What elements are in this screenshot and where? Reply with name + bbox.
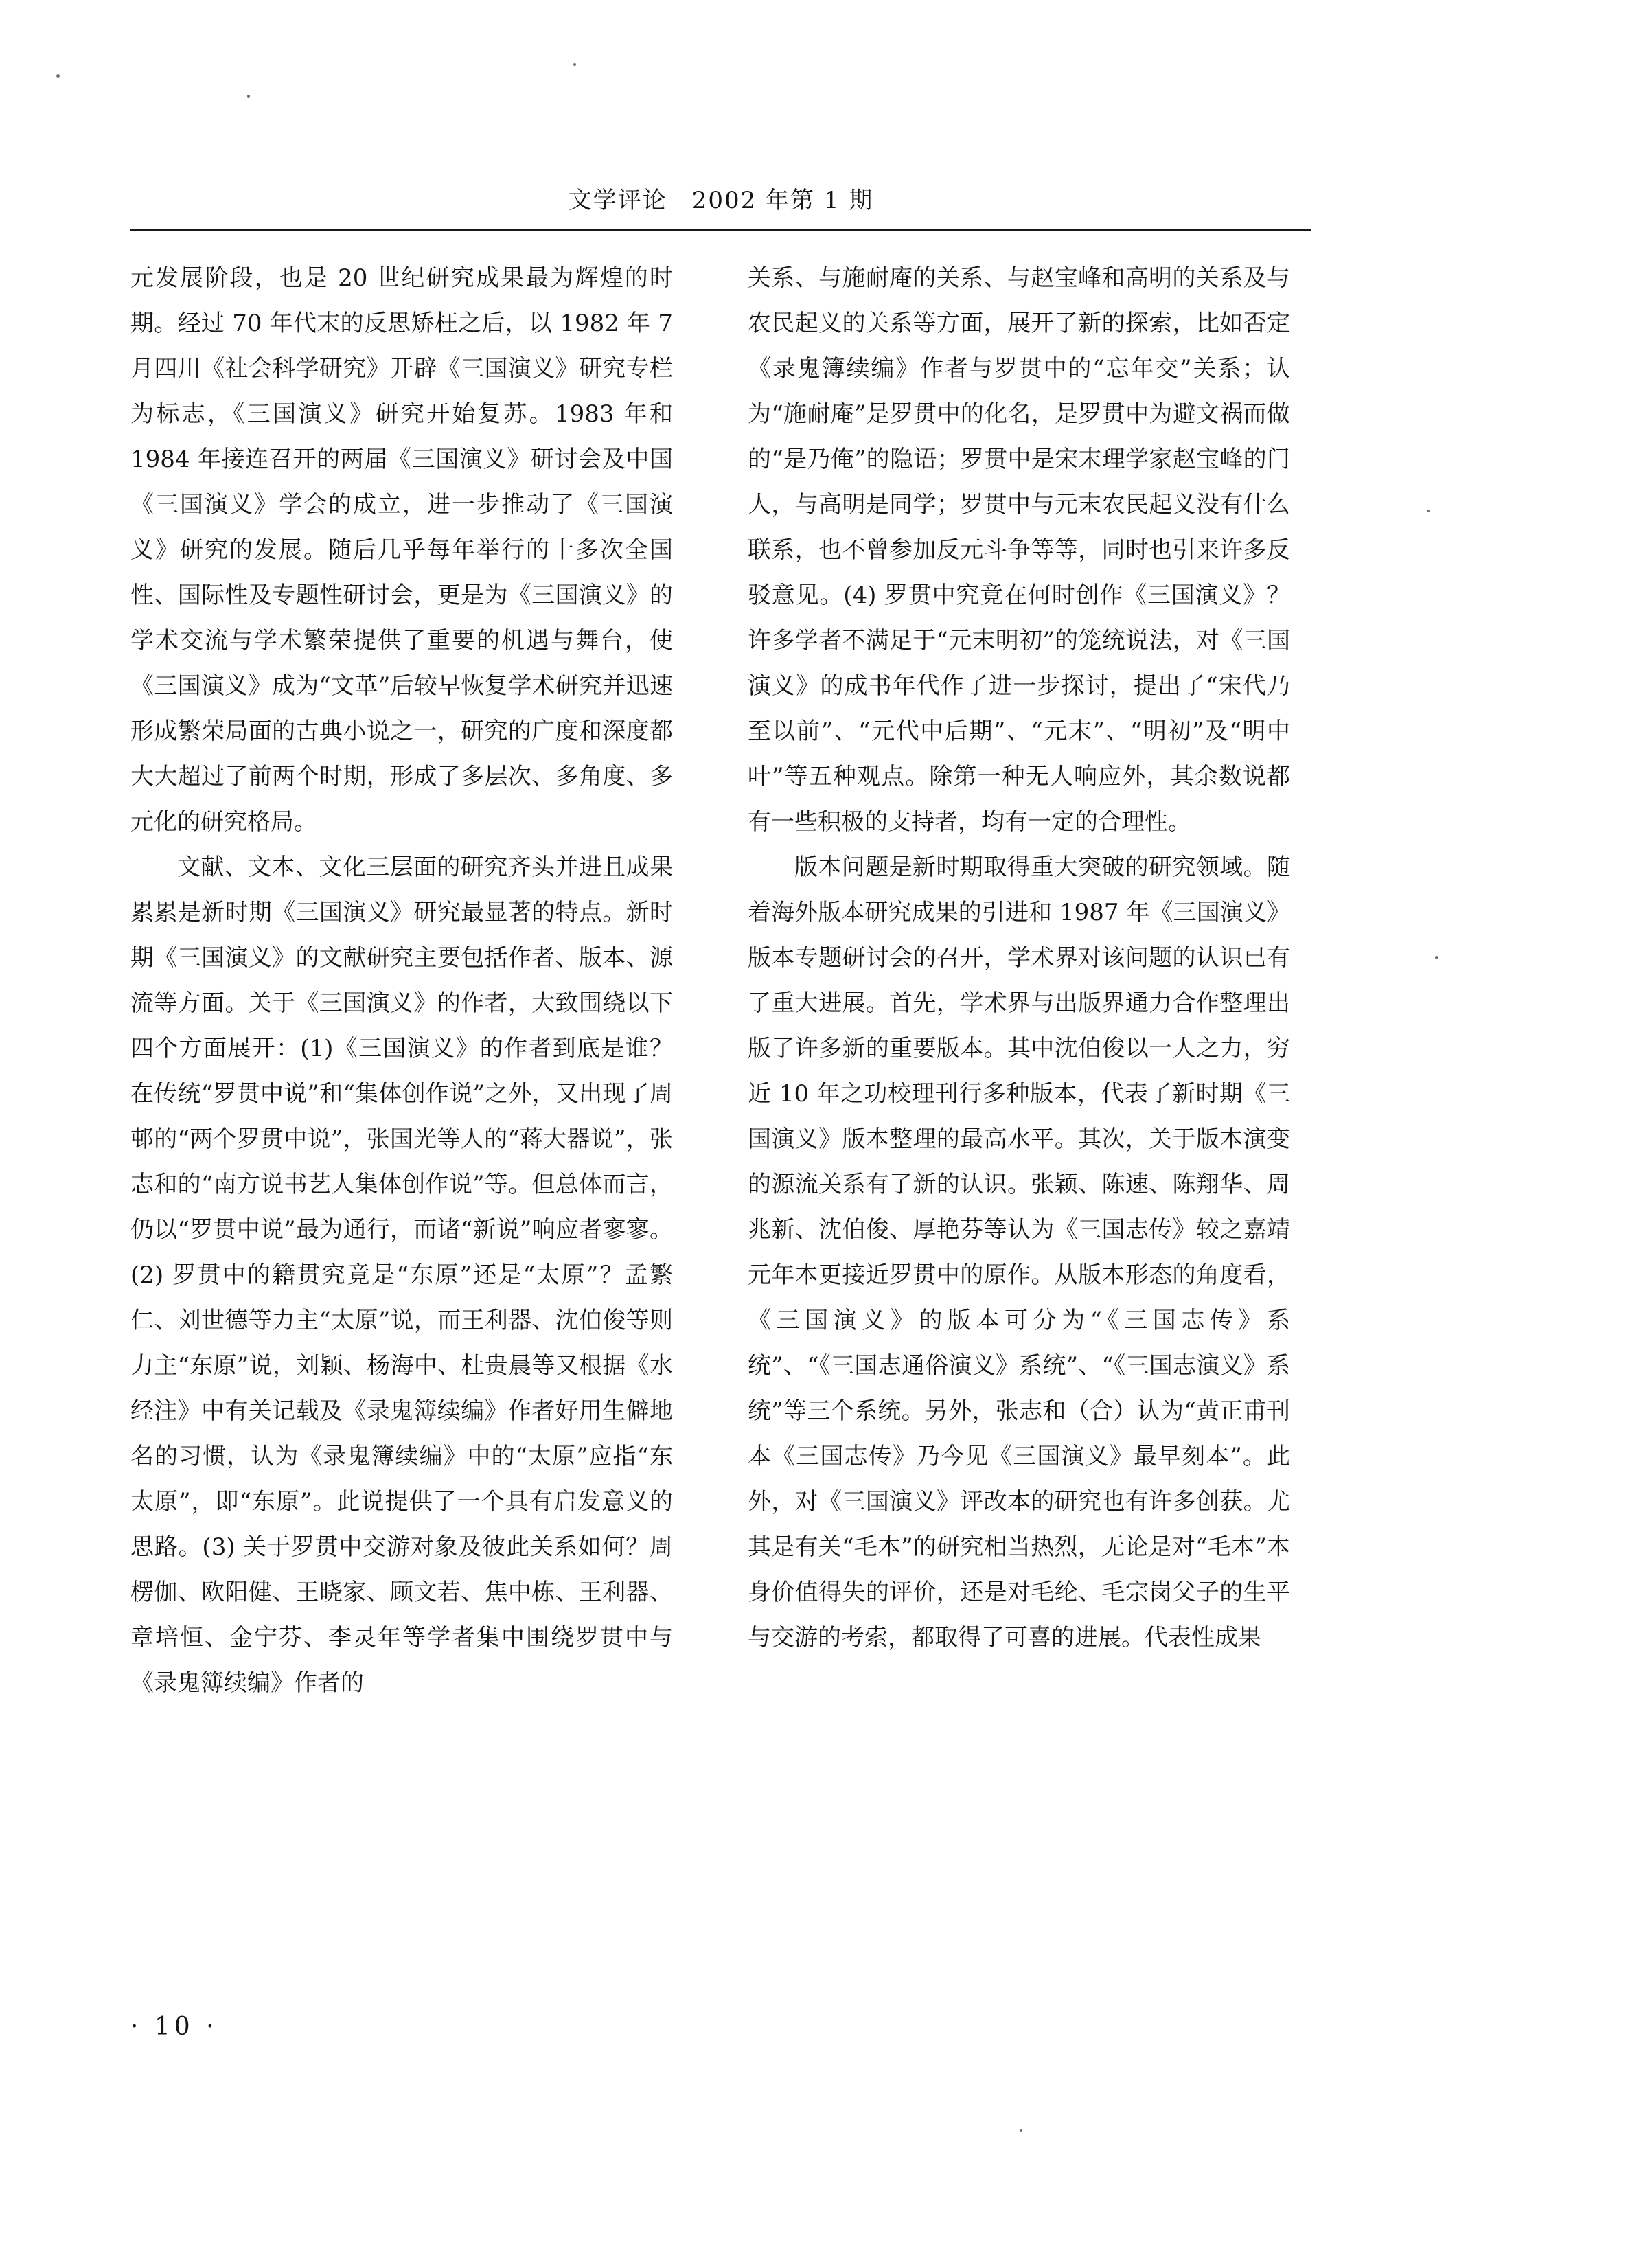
left-column — [130, 255, 673, 1706]
scan-speck — [1435, 956, 1438, 959]
scan-speck — [247, 95, 250, 98]
scan-speck — [56, 74, 60, 78]
scan-speck — [1427, 510, 1430, 512]
right-column — [748, 255, 1290, 1660]
left-paragraph-2: 文献、文本、文化三层面的研究齐头并进且成果累累是新时期《三国演义》研究最显著的特点。新时期《三国演义》的文献研究主要包括作者、版本、源流等方面。关于《三国演义》的作者，大致围绕以下四个方面展开：(1)《三国演义》的作者到底是谁？在传统“罗贯中说”和“集体创作说”之外，又出现了周邨的“两个罗贯中说”，张国光等人的“蒋大器说”，张志和的“南方说书艺人集体创作说”等。但总体而言，仍以“罗贯中说”最为通行，而诸“新说”响应者寥寥。(2) 罗贯中的籍贯究竟是“东原”还是“太原”？孟繁仁、刘世德等力主“太原”说，而王利器、沈伯俊等则力主“东原”说，刘颖、杨海中、杜贵晨等又根据《水经注》中有关记载及《录鬼簿续编》作者好用生僻地名的习惯，认为《录鬼簿续编》中的“太原”应指“东太原”，即“东原”。此说提供了一个具有启发意义的思路。(3) 关于罗贯中交游对象及彼此关系如何？周楞伽、欧阳健、王晓家、顾文若、焦中栋、王利器、章培恒、金宁芬、李灵年等学者集中围绕罗贯中与《录鬼簿续编》作者的 — [130, 854, 673, 1697]
right-paragraph-2: 版本问题是新时期取得重大突破的研究领域。随着海外版本研究成果的引进和 1987 年《三国演义》版本专题研讨会的召开，学术界对该问题的认识已有了重大进展。首先，学术界与出版界通力合作整理出版了许多新的重要版本。其中沈伯俊以一人之力，穷近 10 年之功校理刊行多种版本，代表了新时期《三国演义》版本整理的最高水平。其次，关于版本演变的源流关系有了新的认识。张颖、陈速、陈翔华、周兆新、沈伯俊、厚艳芬等认为《三国志传》较之嘉靖元年本更接近罗贯中的原作。从版本形态的角度看，《三国演义》的版本可分为“《三国志传》系统”、“《三国志通俗演义》系统”、“《三国志演义》系统”等三个系统。另外，张志和（合）认为“黄正甫刊本《三国志传》乃今见《三国演义》最早刻本”。此外，对《三国演义》评改本的研究也有许多创获。尤其是有关“毛本”的研究相当热烈，无论是对“毛本”本身价值得失的评价，还是对毛纶、毛宗岗父子的生平与交游的考索，都取得了可喜的进展。代表性成果 — [748, 854, 1290, 1651]
header-rule — [130, 229, 1311, 231]
scan-speck — [1020, 2129, 1022, 2132]
page-number: · 10 · — [130, 2013, 218, 2041]
right-paragraph-1: 关系、与施耐庵的关系、与赵宝峰和高明的关系及与农民起义的关系等方面，展开了新的探索，比如否定《录鬼簿续编》作者与罗贯中的“忘年交”关系；认为“施耐庵”是罗贯中的化名，是罗贯中为避文祸而做的“是乃俺”的隐语；罗贯中是宋末理学家赵宝峰的门人，与高明是同学；罗贯中与元末农民起义没有什么联系，也不曾参加反元斗争等等，同时也引来许多反驳意见。(4) 罗贯中究竟在何时创作《三国演义》？许多学者不满足于“元末明初”的笼统说法，对《三国演义》的成书年代作了进一步探讨，提出了“宋代乃至以前”、“元代中后期”、“元末”、“明初”及“明中叶”等五种观点。除第一种无人响应外，其余数说都有一些积极的支持者，均有一定的合理性。 — [748, 264, 1290, 836]
scan-speck — [573, 63, 576, 66]
running-header: 文学评论 2002 年第 1 期 — [568, 187, 874, 214]
left-paragraph-1: 元发展阶段，也是 20 世纪研究成果最为辉煌的时期。经过 70 年代末的反思矫枉之后，以 1982 年 7 月四川《社会科学研究》开辟《三国演义》研究专栏为标志，《三国演义》研究开始复苏。1983 年和 1984 年接连召开的两届《三国演义》研讨会及中国《三国演义》学会的成立，进一步推动了《三国演义》研究的发展。随后几乎每年举行的十多次全国性、国际性及专题性研讨会，更是为《三国演义》的学术交流与学术繁荣提供了重要的机遇与舞台，使《三国演义》成为“文革”后较早恢复学术研究并迅速形成繁荣局面的古典小说之一，研究的广度和深度都大大超过了前两个时期，形成了多层次、多角度、多元化的研究格局。 — [130, 264, 673, 836]
